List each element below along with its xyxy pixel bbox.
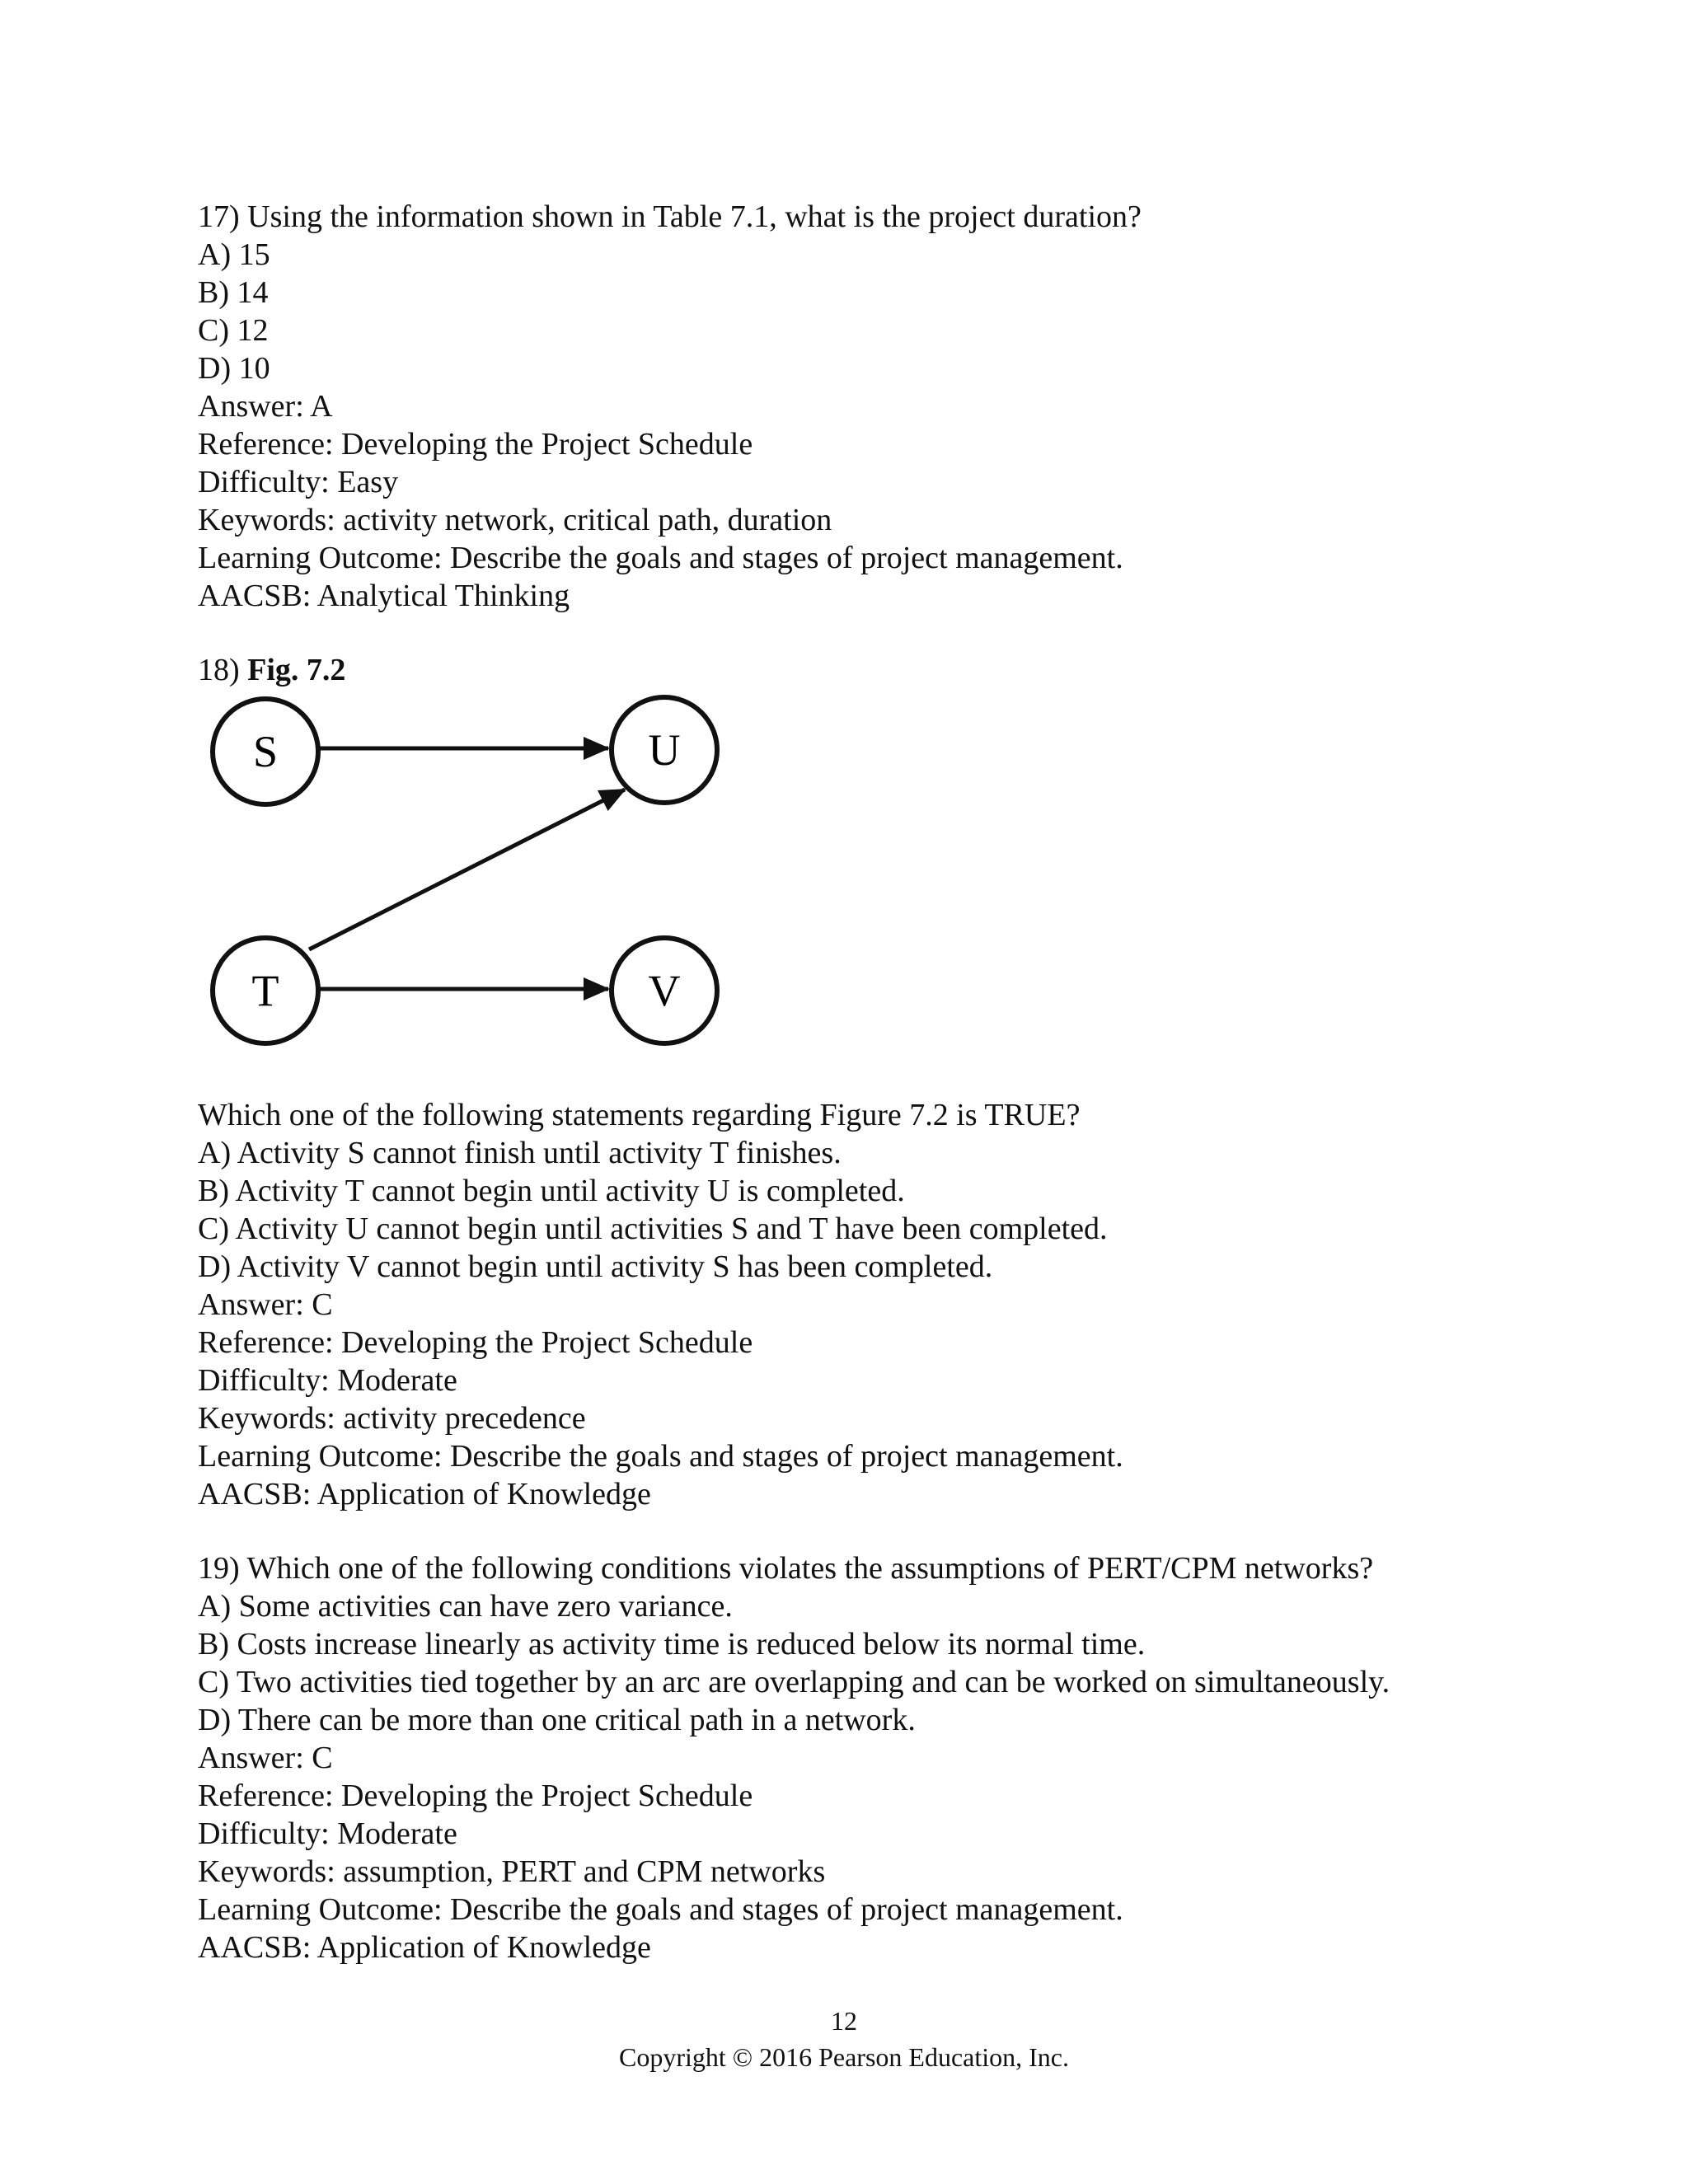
node-u: [612, 697, 717, 803]
option-a: A) Activity S cannot finish until activity T finishes.: [198, 1136, 842, 1170]
option-a: A) 15: [198, 237, 270, 272]
node-t: [213, 938, 318, 1043]
option-c: C) Activity U cannot begin until activities S and T have been completed.: [198, 1212, 1108, 1246]
learning-outcome: Learning Outcome: Describe the goals and stages of project management.: [198, 1892, 1123, 1927]
question-number: 18): [198, 653, 248, 687]
node-v: [612, 938, 717, 1043]
node-s: [213, 699, 318, 804]
difficulty: Difficulty: Moderate: [198, 1363, 457, 1398]
option-b: B) Costs increase linearly as activity time is reduced below its normal time.: [198, 1627, 1146, 1661]
learning-outcome: Learning Outcome: Describe the goals and stages of project management.: [198, 541, 1123, 575]
question-18-title: [198, 651, 1533, 689]
node-t-label: T: [251, 966, 279, 1015]
reference: Reference: Developing the Project Schedule: [198, 1325, 753, 1360]
page-number: 12: [831, 2006, 857, 2036]
answer: Answer: A: [198, 389, 333, 424]
copyright-notice: Copyright © 2016 Pearson Education, Inc.: [619, 2042, 1069, 2072]
keywords: Keywords: assumption, PERT and CPM networks: [198, 1854, 826, 1889]
option-c: C) Two activities tied together by an arc are overlapping and can be worked on simultaneously.: [198, 1665, 1390, 1699]
option-d: D) Activity V cannot begin until activity S has been completed.: [198, 1249, 993, 1284]
option-c: C) 12: [198, 313, 269, 348]
reference: Reference: Developing the Project Schedule: [198, 1779, 753, 1813]
answer: Answer: C: [198, 1741, 333, 1775]
aacsb: AACSB: Application of Knowledge: [198, 1930, 651, 1965]
difficulty: Difficulty: Easy: [198, 465, 399, 499]
node-s-label: S: [252, 727, 279, 776]
option-d: D) There can be more than one critical path in a network.: [198, 1703, 916, 1737]
reference: Reference: Developing the Project Schedule: [198, 427, 753, 462]
difficulty: Difficulty: Moderate: [198, 1816, 457, 1851]
question-17: [198, 198, 1533, 615]
question-text: 17) Using the information shown in Table 7.1, what is the project duration?: [198, 199, 1142, 234]
activity-network-diagram: [198, 692, 742, 1071]
node-u-label: U: [648, 725, 681, 775]
option-b: B) Activity T cannot begin until activity U is completed.: [198, 1174, 905, 1208]
keywords: Keywords: activity network, critical path, duration: [198, 503, 832, 537]
aacsb: AACSB: Application of Knowledge: [198, 1477, 651, 1511]
question-text: Which one of the following statements regarding Figure 7.2 is TRUE?: [198, 1098, 1081, 1132]
question-text: 19) Which one of the following conditions violates the assumptions of PERT/CPM networks?: [198, 1551, 1374, 1586]
answer: Answer: C: [198, 1287, 333, 1322]
option-d: D) 10: [198, 351, 270, 386]
edge-t-to-u: [309, 790, 625, 949]
option-a: A) Some activities can have zero variance.: [198, 1589, 733, 1624]
question-18: [198, 1096, 1533, 1513]
learning-outcome: Learning Outcome: Describe the goals and stages of project management.: [198, 1439, 1123, 1474]
option-b: B) 14: [198, 275, 269, 310]
node-v-label: V: [648, 966, 681, 1015]
aacsb: AACSB: Analytical Thinking: [198, 579, 570, 613]
figure-heading: [198, 651, 1533, 689]
figure-title: Fig. 7.2: [247, 653, 346, 687]
keywords: Keywords: activity precedence: [198, 1401, 586, 1436]
question-19: [198, 1549, 1533, 1966]
